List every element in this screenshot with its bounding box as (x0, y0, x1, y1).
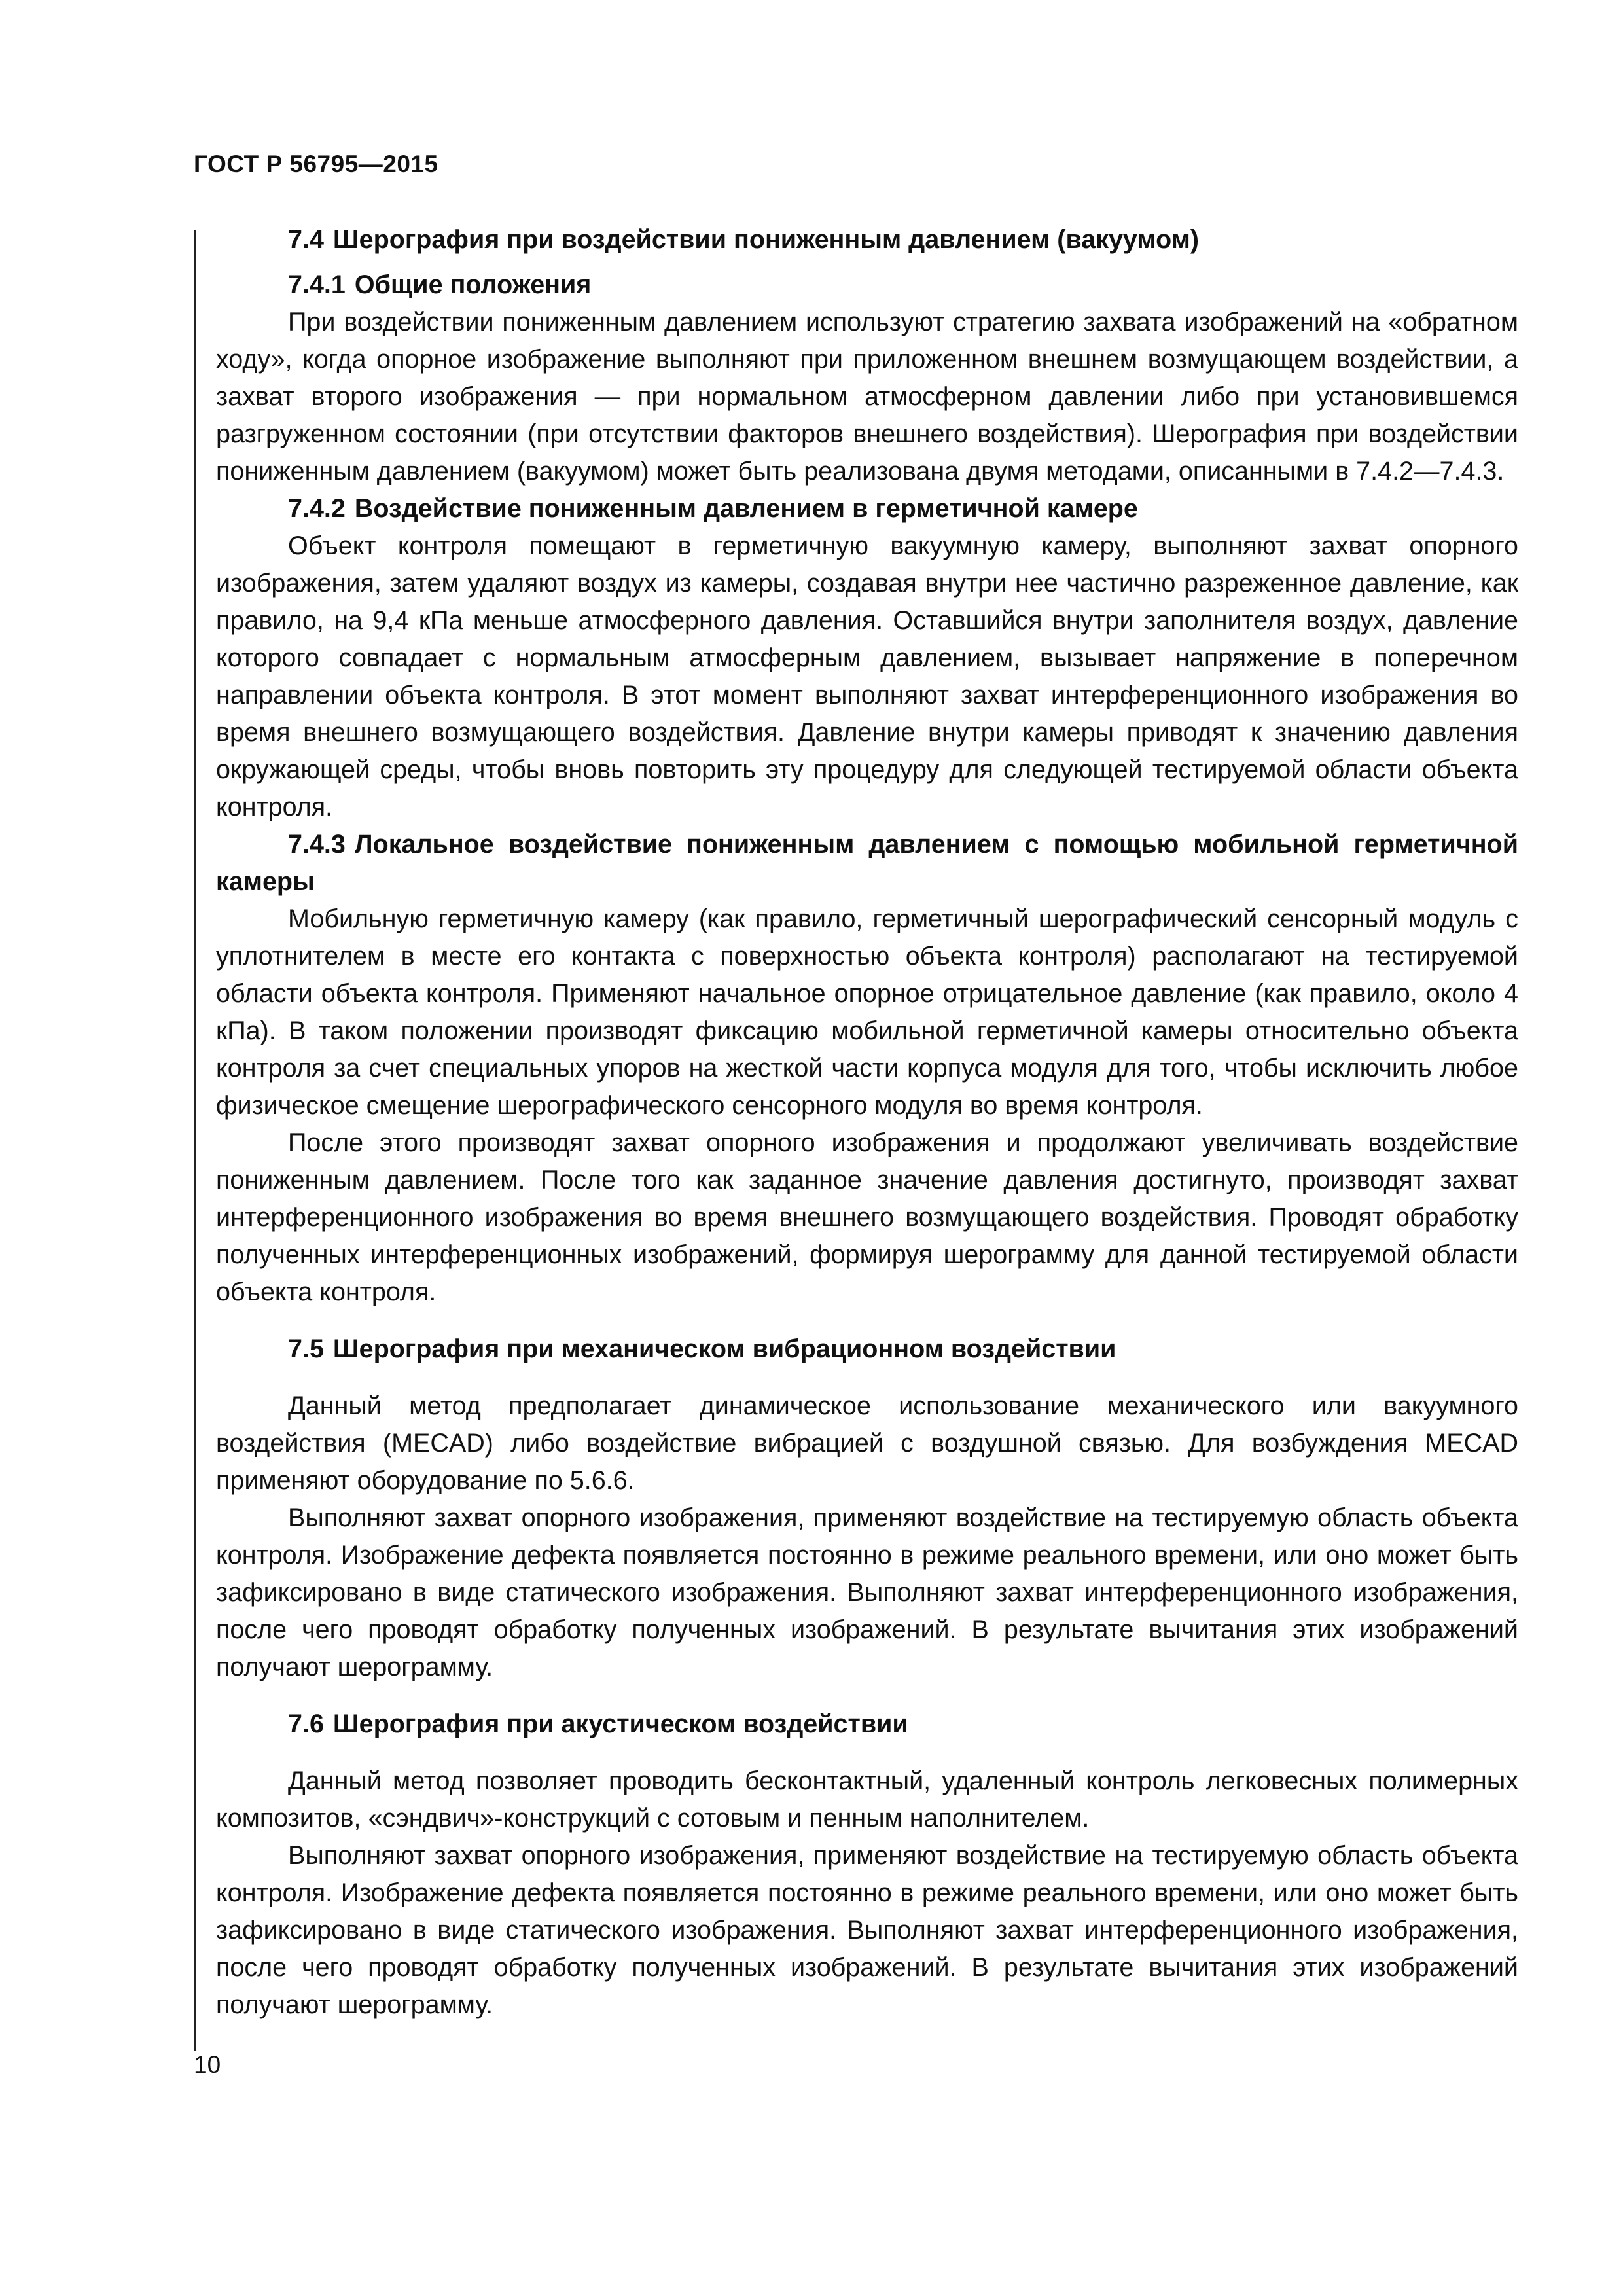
section-title: Шерография при механическом вибрационном воздействии (332, 1335, 1116, 1363)
subsection-title: Общие положения (354, 270, 592, 299)
section-number: 7.5 (288, 1335, 324, 1363)
page-number: 10 (194, 2051, 221, 2078)
section-number: 7.4 (288, 225, 324, 254)
paragraph: Данный метод позволяет проводить бесконтактный, удаленный контроль легковесных полимерных композитов, «сэндвич»-конструкций с сотовым и пенным наполнителем. (216, 1767, 1518, 1833)
subsection-number: 7.4.1 (288, 270, 346, 299)
page-content (216, 221, 1518, 2024)
section-7-6-heading (216, 1706, 1518, 1743)
section-title: Шерография при воздействии пониженным давлением (вакуумом) (332, 225, 1200, 254)
subsection-7-4-1-heading (216, 266, 1518, 304)
subsection-title: Локальное воздействие пониженным давлением с помощью мобильной герметичной камеры (216, 830, 1518, 896)
subsection-title: Воздействие пониженным давлением в герметичной камере (354, 494, 1138, 523)
section-7-5-heading (216, 1331, 1518, 1368)
paragraph: После этого производят захват опорного изображения и продолжают увеличивать воздействие пониженным давлением. После того как заданное значение давления достигнуто, производят захват интерференционного изображения во время внешнего возмущающего воздействия. Проводят обработку полученных интерференционных изображений, формируя шерограмму для данной тестируемой области объекта контроля. (216, 1128, 1518, 1306)
paragraph: Данный метод предполагает динамическое использование механического или вакуумного воздействия (MECAD) либо воздействие вибрацией с воздушной связью. Для возбуждения MECAD применяют оборудование по 5.6.6. (216, 1391, 1518, 1495)
document-header-id: ГОСТ Р 56795—2015 (194, 151, 438, 177)
section-7-4-heading (216, 221, 1518, 259)
section-title: Шерография при акустическом воздействии (332, 1710, 908, 1738)
subsection-7-4-3-heading (216, 826, 1518, 901)
subsection-number: 7.4.2 (288, 494, 346, 523)
subsection-7-4-2-heading (216, 490, 1518, 528)
section-number: 7.6 (288, 1710, 324, 1738)
paragraph: Выполняют захват опорного изображения, применяют воздействие на тестируемую область объекта контроля. Изображение дефекта появляется постоянно в режиме реального времени, или оно может быть зафиксировано в виде статического изображения. Выполняют захват интерференционного изображения, после чего проводят обработку полученных изображений. В результате вычитания этих изображений получают шерограмму. (216, 1841, 1518, 2019)
paragraph: При воздействии пониженным давлением используют стратегию захвата изображений на «обратном ходу», когда опорное изображение выполняют при приложенном внешнем возмущающем воздействии, а захват второго изображения — при нормальном атмосферном давлении либо при установившемся разгруженном состоянии (при отсутствии факторов внешнего воздействия). Шерография при воздействии пониженным давлением (вакуумом) может быть реализована двумя методами, описанными в 7.4.2—7.4.3. (216, 308, 1518, 486)
margin-change-bar (194, 230, 196, 2051)
paragraph: Выполняют захват опорного изображения, применяют воздействие на тестируемую область объекта контроля. Изображение дефекта появляется постоянно в режиме реального времени, или оно может быть зафиксировано в виде статического изображения. Выполняют захват интерференционного изображения, после чего проводят обработку полученных изображений. В результате вычитания этих изображений получают шерограмму. (216, 1503, 1518, 1681)
paragraph: Мобильную герметичную камеру (как правило, герметичный шерографический сенсорный модуль с уплотнителем в месте его контакта с поверхностью объекта контроля) располагают на тестируемой области объекта контроля. Применяют начальное опорное отрицательное давление (как правило, около 4 кПа). В таком положении производят фиксацию мобильной герметичной камеры относительно объекта контроля за счет специальных упоров на жесткой части корпуса модуля для того, чтобы исключить любое физическое смещение шерографического сенсорного модуля во время контроля. (216, 905, 1518, 1120)
subsection-number: 7.4.3 (288, 830, 346, 859)
paragraph: Объект контроля помещают в герметичную вакуумную камеру, выполняют захват опорного изображения, затем удаляют воздух из камеры, создавая внутри нее частично разреженное давление, как правило, на 9,4 кПа меньше атмосферного давления. Оставшийся внутри заполнителя воздух, давление которого совпадает с нормальным атмосферным давлением, вызывает напряжение в поперечном направлении объекта контроля. В этот момент выполняют захват интерференционного изображения во время внешнего возмущающего воздействия. Давление внутри камеры приводят к значению давления окружающей среды, чтобы вновь повторить эту процедуру для следующей тестируемой области объекта контроля. (216, 531, 1518, 821)
